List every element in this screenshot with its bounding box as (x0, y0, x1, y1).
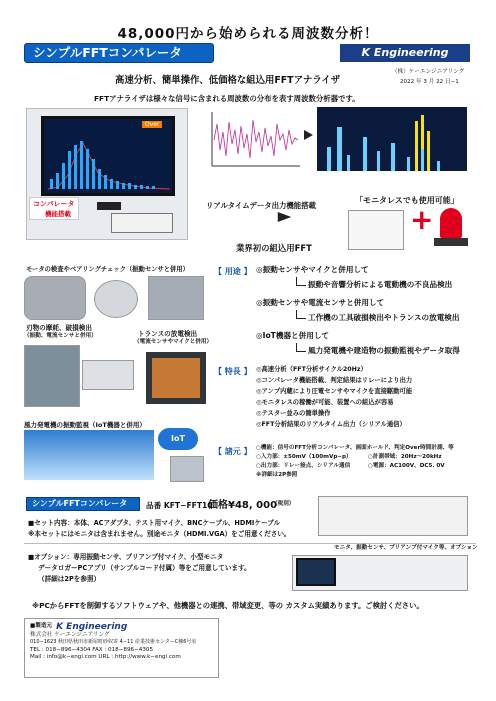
device-photo (348, 210, 404, 250)
iot-label: IoT (171, 434, 185, 443)
uses-list (256, 264, 486, 363)
comparator-device (111, 213, 173, 233)
option-line-3: （詳細は2Pを参照） (38, 575, 101, 583)
alarm-base-icon (434, 238, 468, 246)
motor-photo (24, 276, 86, 320)
feature-item: ◎モニタレスの稼働が可能、装置への組込が容易 (256, 399, 394, 406)
blade-sub: （振動、電流センサと併用） (24, 333, 97, 339)
monitor-stand (97, 202, 121, 210)
motor-caption: モータの検査やベアリングチェック（振動センサと併用） (26, 266, 189, 273)
monitor-screen (41, 116, 175, 196)
divider (24, 543, 476, 544)
brand-logo: K Engineering (340, 44, 470, 62)
server-photo (170, 456, 204, 482)
footer-box (24, 618, 219, 678)
footer-address: 010−1623 秋田県秋田市新屋町砂奴寄 4−11 産業技術センターC棟6号室 (30, 639, 197, 646)
pump-photo (148, 276, 204, 320)
maker-label: ■製造元 (30, 623, 53, 630)
spectrum-icon (317, 107, 467, 171)
company-line: （株）ケーエンジニアリング (392, 69, 465, 75)
set-line-1: ■セット内容：本体、ACアダプタ、テスト用マイク、BNCケーブル、HDMIケーブル (28, 519, 281, 527)
lathe-photo (24, 345, 80, 407)
feature-item: ◎コンパレータ機能搭載、判定結果はリレーにより出力 (256, 377, 413, 384)
footer-logo: K Engineering (56, 622, 128, 632)
page-title: 48,000円から始められる周波数分析！ (117, 26, 379, 42)
monitorless-label: 「モニタレスでも使用可能」 (355, 196, 459, 205)
option-line-2: データロガーPCアプリ（サンプルコード付属）等をご用意しています。 (38, 564, 251, 572)
waveform-image (208, 110, 300, 168)
uses-header: 【 用途 】 (214, 267, 252, 276)
date-line: 2022 年 3 月 22 日−1 (400, 79, 459, 85)
footer-tel: TEL : 018−896−4304 FAX : 018−896−4305 (30, 646, 154, 653)
realtime-arrow-icon (278, 212, 292, 222)
features-list (256, 366, 486, 432)
use-arrow-3 (296, 343, 306, 352)
use-arrow-1 (296, 277, 306, 286)
iot-cloud-icon (158, 428, 198, 450)
option-caption: モニタ、振動センサ、プリアンプ付マイク等、オプション (334, 545, 478, 551)
footer-mail: Mail : info@k−engi.com URL : http://www.k−engi.com (30, 654, 181, 661)
option-line-1: ■オプション：専用振動センサ、プリアンプ付マイク、小型モニタ (28, 553, 224, 561)
use-arrow-2 (296, 310, 306, 319)
plus-sign: + (410, 203, 434, 236)
tax-note: （税別） (272, 501, 295, 507)
features-header: 【 特長 】 (214, 367, 252, 376)
first-embedded-label: 業界初の組込用FFT (236, 243, 312, 253)
wind-caption: 風力発電機の振動監視（IoT機器と併用） (24, 421, 146, 429)
bearing-photo (94, 280, 138, 318)
spec-line: ○電源：AC100V、DC5. 0V (368, 463, 445, 469)
feature-item: ◎テスター並みの簡単操作 (256, 410, 331, 417)
trans-caption: トランスの放電検出 (138, 330, 198, 338)
product-banner: シンプルFFTコンパレータ (24, 43, 214, 63)
set-line-2: ※本セットにはモニタは含まれません。別途モニタ（HDMI.VGA）をご用意ください。 (28, 530, 291, 538)
product-tag: シンプルFFTコンパレータ (26, 497, 140, 511)
arrow-icon (304, 130, 313, 140)
set-photo (318, 496, 468, 536)
model-line: 品番 KFT−FFT10 (146, 501, 213, 510)
transformer-photo (146, 352, 206, 404)
waveform-icon (208, 110, 300, 168)
footer-company: 株式会社 ケーエンジニアリング (30, 632, 110, 638)
realtime-label: リアルタイムデータ出力機能搭載 (206, 201, 316, 210)
subtitle: 高速分析、簡単操作、低価格な組込用FFTアナライザ (115, 75, 341, 86)
wind-photo (24, 430, 154, 480)
monitor-photo (26, 108, 188, 240)
option-monitor-icon (296, 558, 336, 586)
spectrum-image (317, 107, 467, 171)
cutter-photo (82, 360, 134, 390)
specs-list (256, 445, 488, 481)
intro-text: FFTアナライザは様々な信号に含まれる周波数の分布を表す周波数分析器です。 (94, 94, 360, 103)
use-item-3: ◎IoT機器と併用して 風力発電機や建造物の振動監視やデータ取得 (256, 331, 460, 355)
spec-line: ○機能：信号のFFT分析コンパレータ、画面ホールド、判定Over時間計測、等 (256, 445, 454, 451)
feature-item: ◎アンプ内蔵により圧電センサやマイクを直接駆動可能 (256, 388, 413, 395)
blade-caption: 刃物の摩耗、破損検出 (26, 324, 92, 332)
spectrum-chart-icon (48, 135, 170, 191)
feature-item: ◎FFT分析結果のリアルタイム出力（シリアル通信） (256, 421, 406, 428)
use-item-2: ◎振動センサや電流センサと併用して 工作機の工具破損検出やトランスの放電検出 (256, 298, 460, 322)
use-item-1: ◎振動センサやマイクと併用して 振動や音響分析による電動機の不良品検出 (256, 265, 453, 289)
feature-item: ◎高速分析（FFT分析サイクル20Hz） (256, 366, 367, 373)
price: 価格¥48, 000 (208, 500, 278, 511)
pc-note: ※PCからFFTを制御するソフトウェアや、他機器との連携、帯域変更、等の カスタム実績あります。ご検討ください。 (32, 601, 424, 610)
spec-line: ○出力部：リレー接点、シリアル通信 (256, 463, 351, 469)
trans-sub: （電流センサやマイクと併用） (134, 339, 213, 345)
comparator-label: コンパレータ 機能搭載 (29, 197, 79, 220)
over-indicator: Over (142, 121, 162, 128)
alarm-light-icon (440, 208, 462, 238)
spec-line: ○計測帯域：20Hz〜20kHz (368, 454, 442, 460)
specs-header: 【 諸元 】 (214, 447, 252, 456)
spec-line: ○入力部：±50mV（100mVp−p） (256, 454, 352, 460)
spec-line: ※詳細は2P参照 (256, 472, 298, 478)
